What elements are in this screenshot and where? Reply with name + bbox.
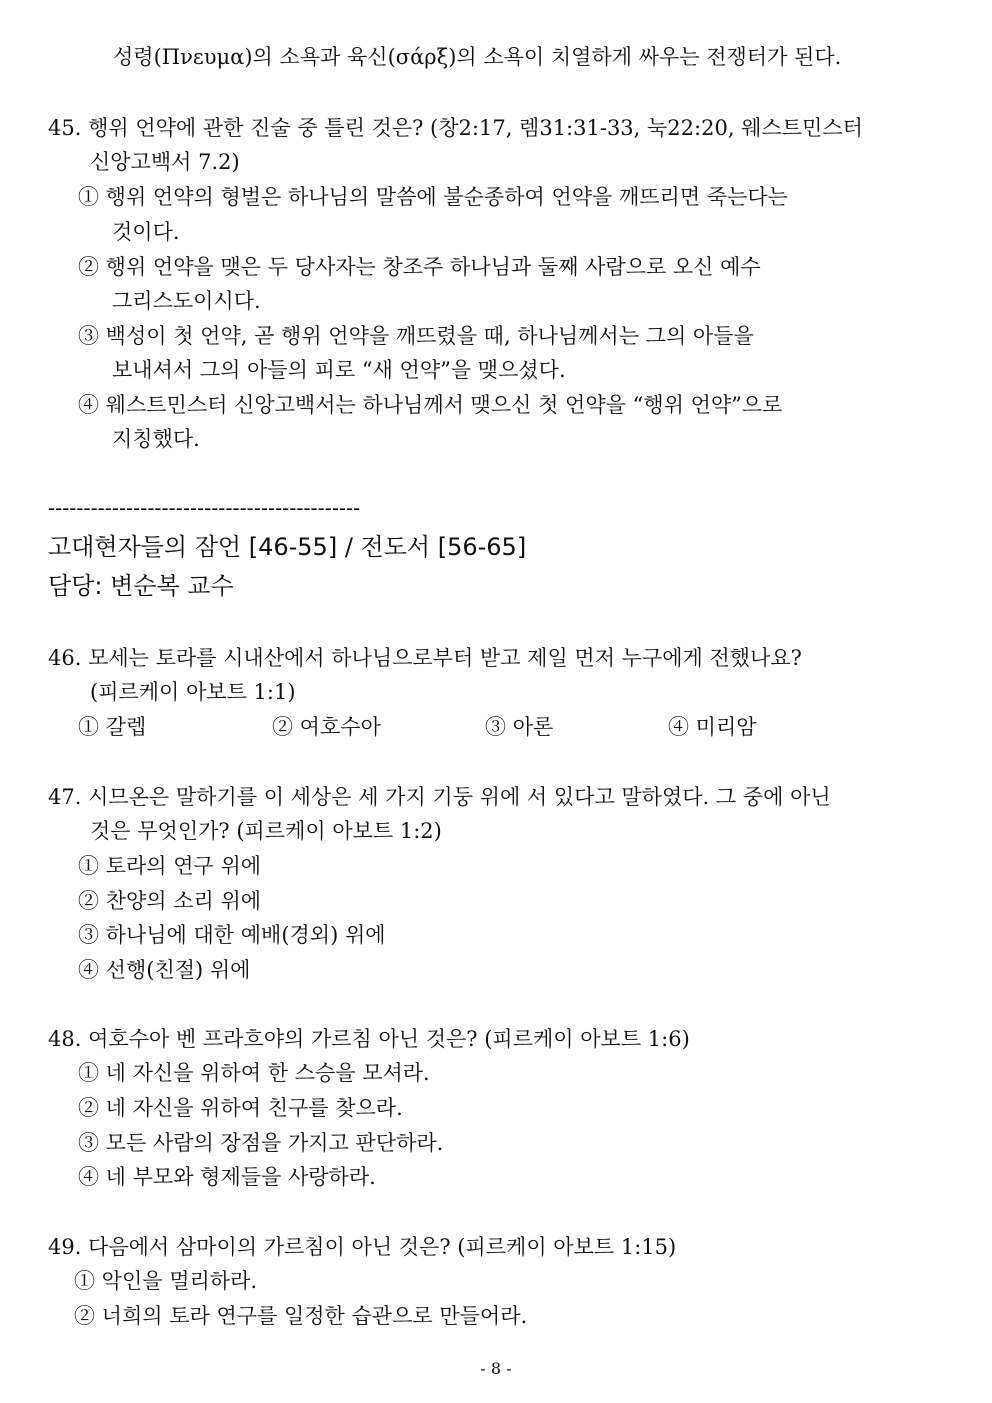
q48-stem: 48. 여호수아 벤 프라흐야의 가르침 아닌 것은? (피르케이 아보트 1:6) <box>48 1027 690 1051</box>
q48-option-3: ③ 모든 사람의 장점을 가지고 판단하라. <box>78 1131 444 1155</box>
q45-option-4-cont: 지칭했다. <box>112 427 200 451</box>
q46-stem: 46. 모세는 토라를 시내산에서 하나님으로부터 받고 제일 먼저 누구에게 전했나요? <box>48 646 802 670</box>
q45-option-2: ② 행위 언약을 맺은 두 당사자는 창조주 하나님과 둘째 사람으로 오신 예수 <box>78 255 761 279</box>
q45-option-1: ① 행위 언약의 형벌은 하나님의 말씀에 불순종하여 언약을 깨뜨리면 죽는다는 <box>78 185 788 209</box>
q47-stem: 47. 시므온은 말하기를 이 세상은 세 가지 기둥 위에 서 있다고 말하였다. 그 중에 아닌 <box>48 785 831 809</box>
q48-option-2: ② 네 자신을 위하여 친구를 찾으라. <box>78 1096 403 1120</box>
q46-stem-cont: (피르케이 아보트 1:1) <box>90 680 296 704</box>
q46-option-4: ④ 미리암 <box>668 715 757 739</box>
q45-option-1-cont: 것이다. <box>112 220 180 244</box>
q48-option-4: ④ 네 부모와 형제들을 사랑하라. <box>78 1165 376 1189</box>
section-title: 고대현자들의 잠언 [46-55] / 전도서 [56-65] <box>48 533 527 561</box>
section-author: 담당: 변순복 교수 <box>48 572 234 600</box>
q46-option-2: ② 여호수아 <box>272 715 381 739</box>
q45-stem: 45. 행위 언약에 관한 진술 중 틀린 것은? (창2:17, 렘31:31-33, 눅22:20, 웨스트민스터 <box>48 116 863 140</box>
q47-option-1: ① 토라의 연구 위에 <box>78 854 262 878</box>
q47-stem-cont: 것은 무엇인가? (피르케이 아보트 1:2) <box>90 819 442 843</box>
q47-option-2: ② 찬양의 소리 위에 <box>78 889 262 913</box>
q45-option-3: ③ 백성이 첫 언약, 곧 행위 언약을 깨뜨렸을 때, 하나님께서는 그의 아들을 <box>78 324 754 348</box>
q47-option-4: ④ 선행(친절) 위에 <box>78 958 251 982</box>
q49-option-2: ② 너희의 토라 연구를 일정한 습관으로 만들어라. <box>74 1304 528 1328</box>
q45-option-2-cont: 그리스도이시다. <box>112 289 261 313</box>
q47-option-3: ③ 하나님에 대한 예배(경외) 위에 <box>78 923 386 947</box>
section-divider: -------------------------------------------- <box>48 496 361 520</box>
q49-option-1: ① 악인을 멀리하라. <box>74 1269 258 1293</box>
intro-line: 성령(Πνευμα)의 소욕과 육신(σάρξ)의 소욕이 치열하게 싸우는 전쟁터가 된다. <box>113 45 842 69</box>
page-number: - 8 - <box>480 1359 512 1378</box>
q45-option-4: ④ 웨스트민스터 신앙고백서는 하나님께서 맺으신 첫 언약을 “행위 언약”으로 <box>78 393 783 417</box>
q49-stem: 49. 다음에서 삼마이의 가르침이 아닌 것은? (피르케이 아보트 1:15) <box>48 1235 677 1259</box>
q45-stem-cont: 신앙고백서 7.2) <box>90 150 240 174</box>
q48-option-1: ① 네 자신을 위하여 한 스승을 모셔라. <box>78 1061 430 1085</box>
q46-option-3: ③ 아론 <box>485 715 554 739</box>
q46-option-1: ① 갈렙 <box>78 715 147 739</box>
q45-option-3-cont: 보내셔서 그의 아들의 피로 “새 언약”을 맺으셨다. <box>112 358 566 382</box>
